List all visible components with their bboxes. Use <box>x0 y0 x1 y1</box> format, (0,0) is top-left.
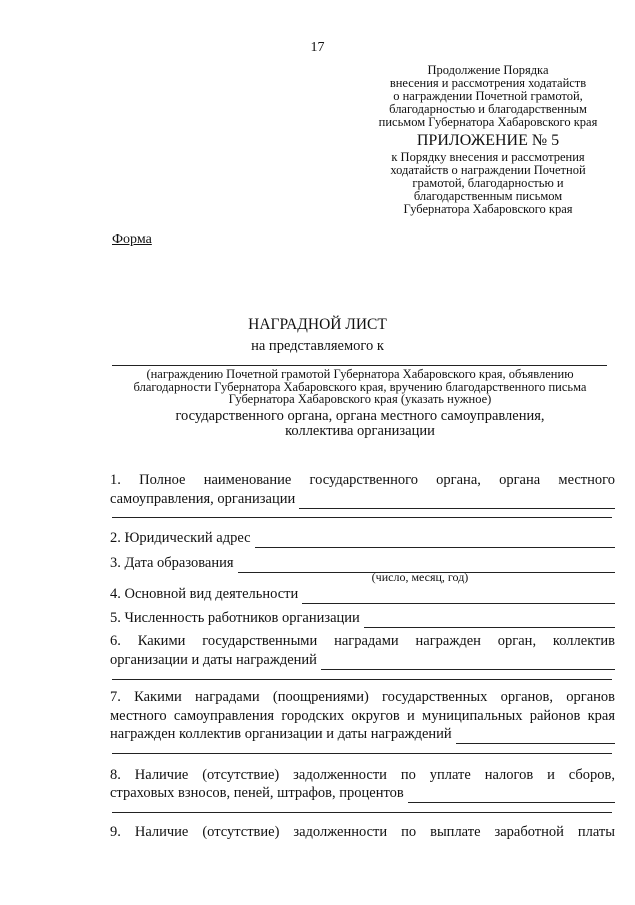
nomination-line <box>112 365 607 366</box>
item-8-line2 <box>110 784 615 803</box>
item-2-label: 2. Юридический адрес <box>110 530 251 546</box>
nomination-hint <box>110 368 610 406</box>
item-2-field[interactable] <box>255 533 615 548</box>
item-1-label: самоуправления, организации <box>110 491 296 507</box>
appendix-line: к Порядку внесения и рассмотрения <box>391 150 585 164</box>
item-7-extra-line[interactable] <box>112 753 612 754</box>
document-subtitle: на представляемого к <box>251 338 384 354</box>
item-7-field[interactable] <box>456 729 615 744</box>
subject-line: коллектива организации <box>285 423 435 439</box>
item-3-hint: (число, месяц, год) <box>371 570 469 584</box>
item-7-line1: 7. Какими наградами (поощрениями) государственных органов, органов <box>110 689 615 705</box>
item-6-line2 <box>110 651 615 670</box>
item-4-label: 4. Основной вид деятельности <box>110 586 299 602</box>
item-7-line3 <box>110 725 615 744</box>
hint-line: (награждению Почетной грамотой Губернатора Хабаровского края, объявлению <box>146 367 574 381</box>
appendix-line: Губернатора Хабаровского края <box>403 202 573 216</box>
continuation-line: благодарностью и благодарственным <box>389 102 587 116</box>
subject-block <box>110 409 610 439</box>
page-number: 17 <box>310 40 325 55</box>
hint-line: Губернатора Хабаровского края (указать нужное) <box>228 392 492 406</box>
continuation-line: Продолжение Порядка <box>427 63 549 77</box>
item-7-label: награжден коллектив организации и даты награждений <box>110 726 452 742</box>
item-6-field[interactable] <box>321 655 615 670</box>
appendix-line: благодарственным письмом <box>413 189 563 203</box>
hint-line: благодарности Губернатора Хабаровского края, вручению благодарственного письма <box>133 379 587 394</box>
item-6-line1: 6. Какими государственными наградами награжден орган, коллектив <box>110 633 615 649</box>
document-title: НАГРАДНОЙ ЛИСТ <box>248 316 387 333</box>
item-5-label: 5. Численность работников организации <box>110 610 360 626</box>
item-8-line1: 8. Наличие (отсутствие) задолженности по уплате налогов и сборов, <box>110 767 615 783</box>
item-8-field[interactable] <box>408 788 615 803</box>
subject-line: государственного органа, органа местного самоуправления, <box>175 408 545 424</box>
form-label: Форма <box>112 232 152 247</box>
header-block <box>363 64 613 216</box>
continuation-line: о награждении Почетной грамотой, <box>393 89 583 103</box>
item-8-extra-line[interactable] <box>112 812 612 813</box>
item-4 <box>110 585 615 604</box>
item-2 <box>110 529 615 548</box>
appendix-title: ПРИЛОЖЕНИЕ № 5 <box>416 132 560 149</box>
item-7-line2: местного самоуправления городских округов и муниципальных районов края <box>110 708 615 724</box>
item-1-line2 <box>110 490 615 509</box>
item-1-line1: 1. Полное наименование государственного органа, органа местного <box>110 472 615 488</box>
item-1-field[interactable] <box>299 494 615 509</box>
item-8-label: страховых взносов, пеней, штрафов, процентов <box>110 785 404 801</box>
item-5 <box>110 609 615 628</box>
continuation-line: письмом Губернатора Хабаровского края <box>378 115 598 129</box>
item-4-field[interactable] <box>302 589 615 604</box>
item-3-label: 3. Дата образования <box>110 555 234 571</box>
appendix-line: грамотой, благодарностью и <box>412 176 564 190</box>
item-9-line1: 9. Наличие (отсутствие) задолженности по выплате заработной платы <box>110 824 615 840</box>
item-1-extra-line[interactable] <box>112 517 612 518</box>
item-5-field[interactable] <box>364 613 615 628</box>
item-6-extra-line[interactable] <box>112 679 612 680</box>
appendix-line: ходатайств о награждении Почетной <box>390 163 586 177</box>
continuation-line: внесения и рассмотрения ходатайств <box>389 76 587 90</box>
item-6-label: организации и даты награждений <box>110 652 317 668</box>
